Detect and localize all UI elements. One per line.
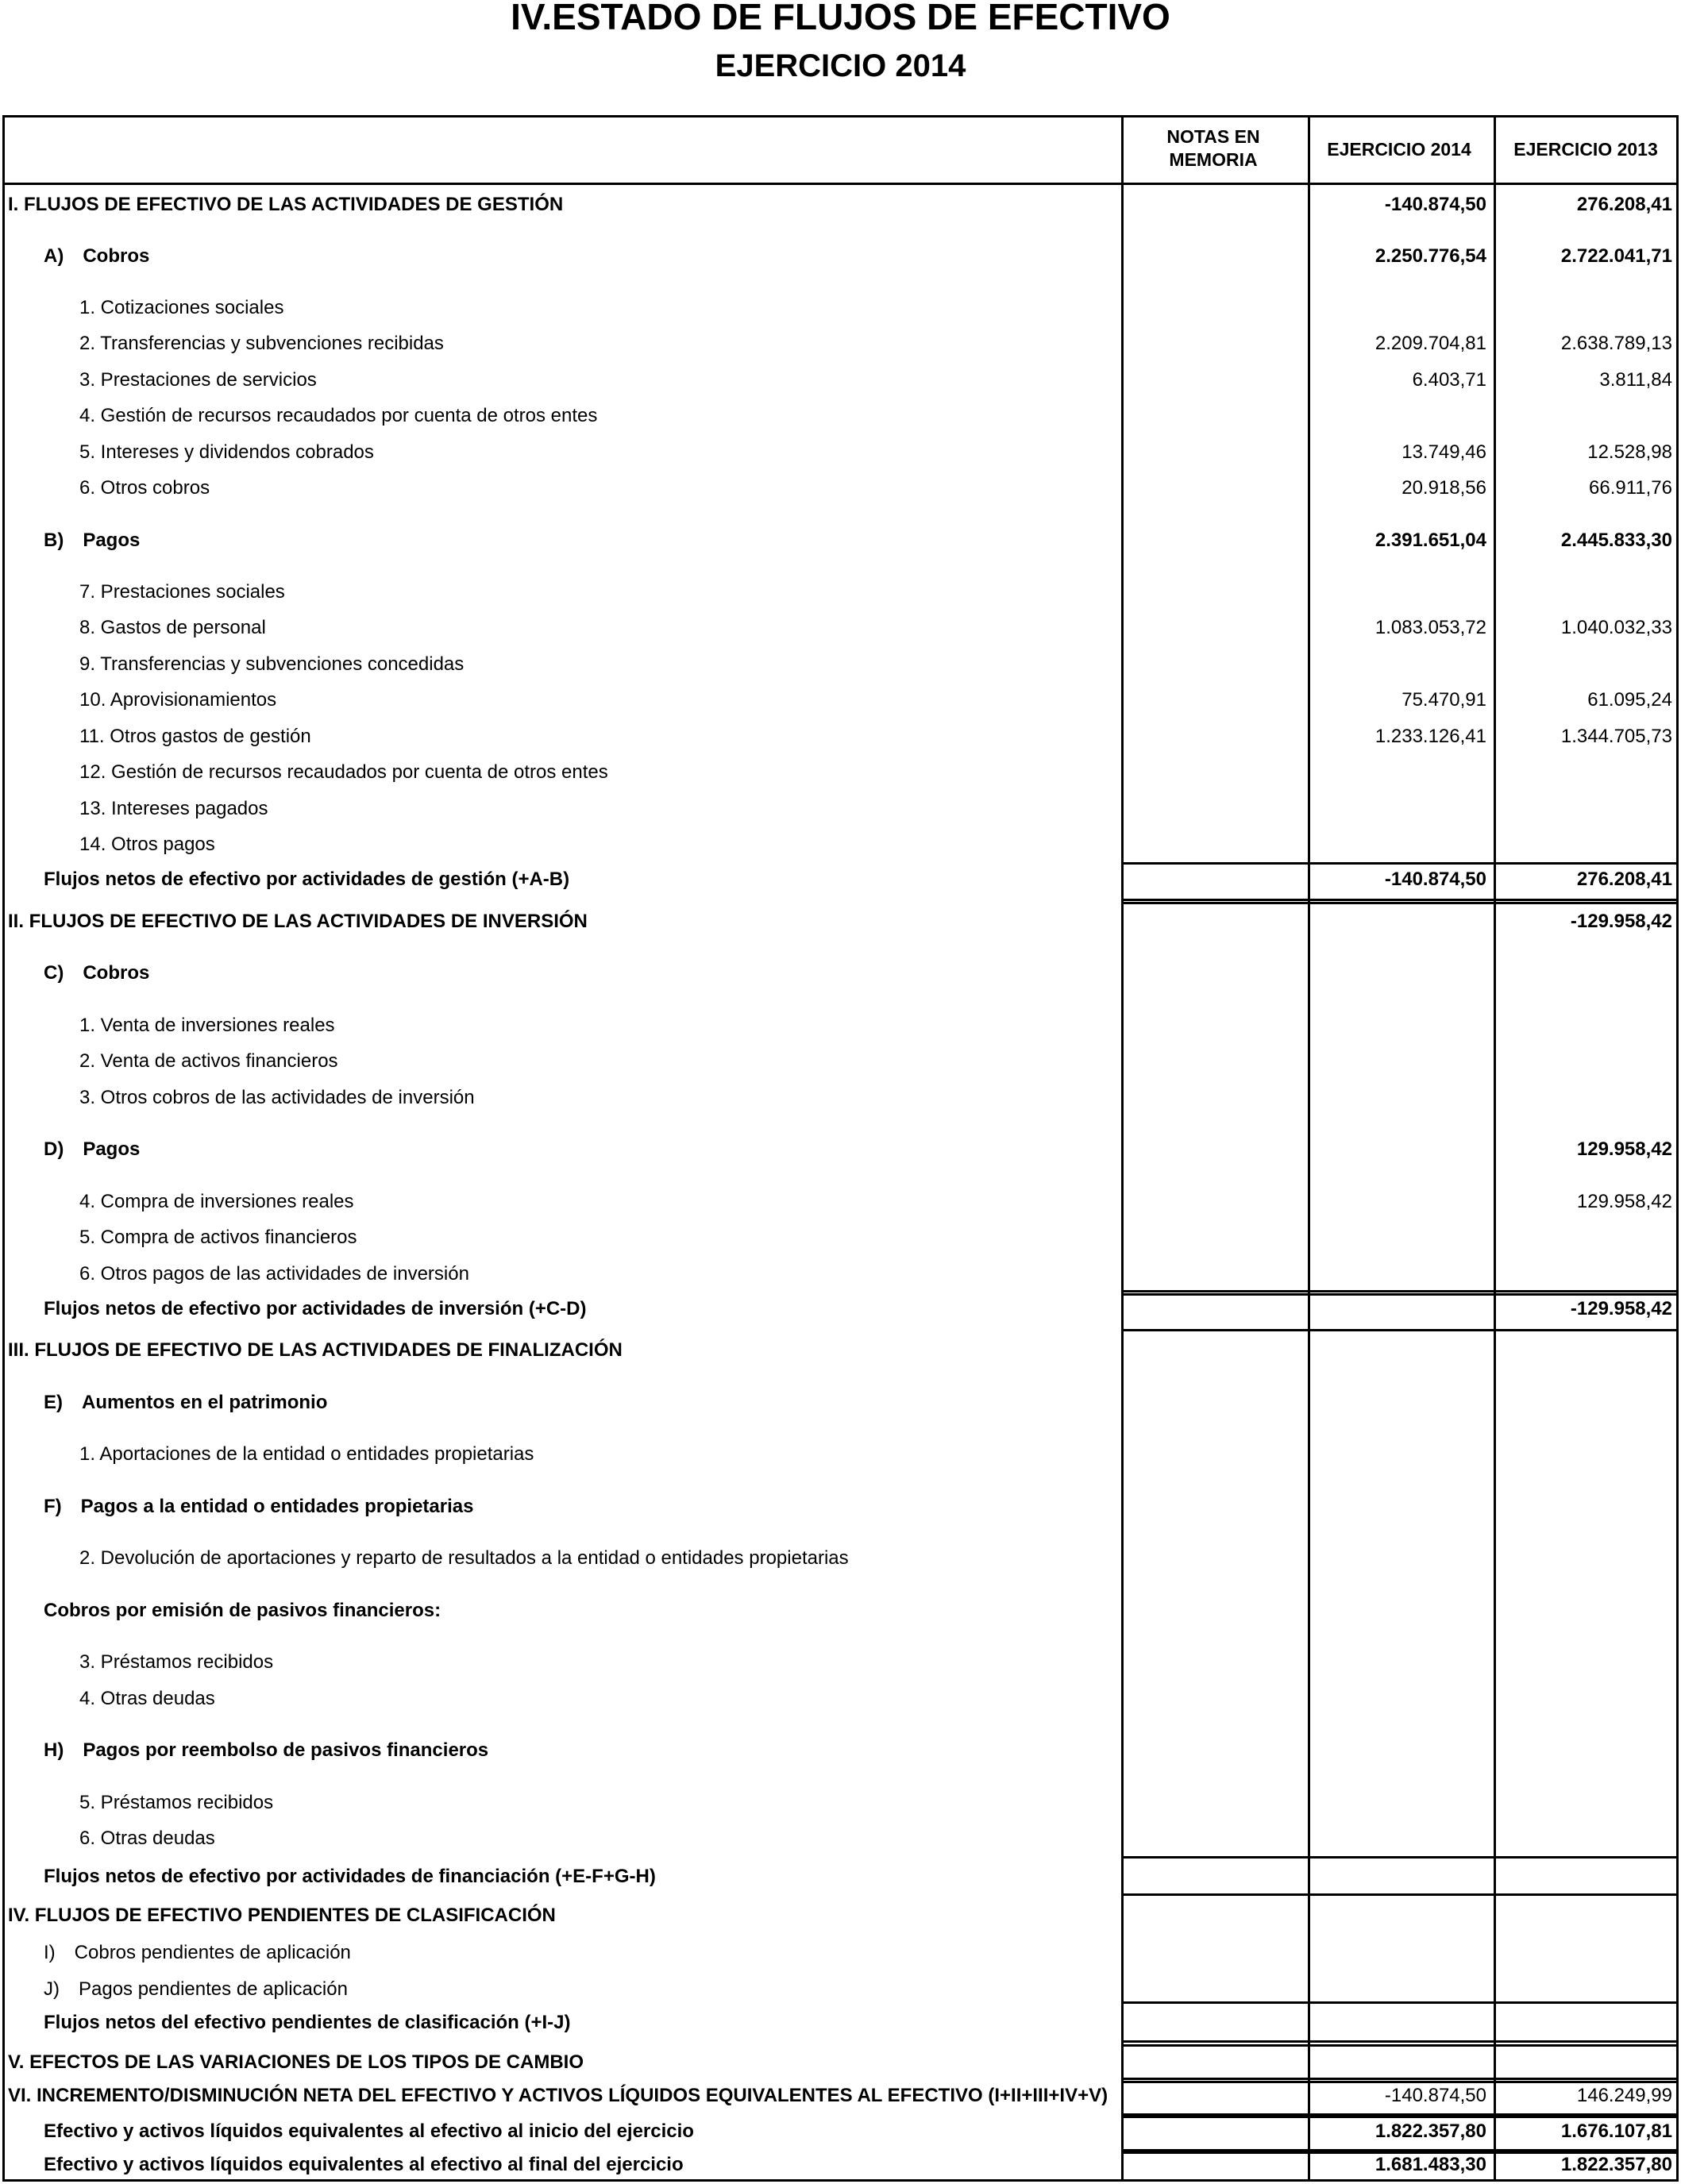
value-2014: 1.233.126,41 — [1374, 726, 1486, 747]
value-2013: 129.958,42 — [1576, 1191, 1672, 1212]
row-rule — [1121, 902, 1676, 904]
row-rule — [1121, 1856, 1676, 1859]
row-rule — [1121, 899, 1676, 901]
row-label: 2. Venta de activos financieros — [79, 1050, 338, 1072]
col-line-notes — [1121, 115, 1124, 2182]
row-label: 3. Prestaciones de servicios — [79, 369, 317, 391]
row-rule — [1121, 2078, 1676, 2080]
row-label: E) Aumentos en el patrimonio — [44, 1392, 328, 1413]
row-label: 5. Compra de activos financieros — [79, 1227, 357, 1248]
value-2013: 1.822.357,80 — [1560, 2154, 1672, 2175]
row-rule — [1121, 2044, 1676, 2047]
row-label: I) Cobros pendientes de aplicación — [44, 1942, 351, 1963]
row-label: VI. INCREMENTO/DISMINUCIÓN NETA DEL EFECTIVO Y ACTIVOS LÍQUIDOS EQUIVALENTES AL EFECTIVO (I+II+III+IV+V) — [8, 2085, 1108, 2106]
row-label: III. FLUJOS DE EFECTIVO DE LAS ACTIVIDADES DE FINALIZACIÓN — [8, 1339, 623, 1361]
row-label: 3. Préstamos recibidos — [79, 1651, 274, 1673]
row-label: 4. Otras deudas — [79, 1688, 215, 1709]
value-2013: 3.811,84 — [1599, 369, 1672, 391]
value-2014: 75.470,91 — [1401, 689, 1486, 711]
row-label: J) Pagos pendientes de aplicación — [44, 1978, 348, 2000]
row-label: Flujos netos de efectivo por actividades de gestión (+A-B) — [44, 869, 570, 890]
value-2013: 146.249,99 — [1576, 2085, 1672, 2106]
value-2013: 129.958,42 — [1576, 1138, 1672, 1160]
value-2014: 2.391.651,04 — [1374, 530, 1486, 551]
value-2013: -129.958,42 — [1570, 911, 1672, 932]
value-2014: 2.209.704,81 — [1374, 333, 1486, 354]
row-label: 10. Aprovisionamientos — [79, 689, 277, 711]
row-label: 3. Otros cobros de las actividades de inversión — [79, 1087, 475, 1108]
row-label: C) Cobros — [44, 962, 150, 984]
row-label: 2. Transferencias y subvenciones recibidas — [79, 333, 444, 354]
row-rule — [1121, 1293, 1676, 1296]
row-label: 7. Prestaciones sociales — [79, 581, 285, 603]
row-rule — [1121, 862, 1676, 865]
value-2013: -129.958,42 — [1570, 1298, 1672, 1319]
row-label: 12. Gestión de recursos recaudados por cuenta de otros entes — [79, 761, 608, 783]
row-label: Flujos netos de efectivo por actividades de inversión (+C-D) — [44, 1298, 587, 1319]
value-2013: 1.040.032,33 — [1560, 617, 1672, 638]
value-2014: 2.250.776,54 — [1374, 245, 1486, 267]
header-separator — [2, 183, 1679, 185]
value-2013: 1.676.107,81 — [1560, 2120, 1672, 2142]
row-label: 1. Venta de inversiones reales — [79, 1015, 335, 1036]
row-label: Efectivo y activos líquidos equivalentes al efectivo al final del ejercicio — [44, 2154, 684, 2175]
value-2013: 276.208,41 — [1576, 869, 1672, 890]
row-label: 13. Intereses pagados — [79, 798, 268, 819]
row-label: H) Pagos por reembolso de pasivos financieros — [44, 1739, 489, 1761]
row-label: 9. Transferencias y subvenciones concedidas — [79, 653, 465, 675]
value-2013: 12.528,98 — [1587, 441, 1672, 463]
value-2014: 1.083.053,72 — [1374, 617, 1486, 638]
row-label: 5. Intereses y dividendos cobrados — [79, 441, 374, 463]
value-2014: 1.822.357,80 — [1374, 2120, 1486, 2142]
value-2014: -140.874,50 — [1384, 2085, 1486, 2106]
row-label: II. FLUJOS DE EFECTIVO DE LAS ACTIVIDADES DE INVERSIÓN — [8, 911, 588, 932]
value-2013: 1.344.705,73 — [1560, 726, 1672, 747]
col-line-2014 — [1308, 115, 1310, 2182]
row-rule — [1121, 2116, 1676, 2118]
header-notes-line1: NOTAS EN — [1166, 126, 1260, 147]
row-label: 14. Otros pagos — [79, 834, 215, 855]
row-label: 6. Otras deudas — [79, 1828, 215, 1849]
row-rule — [1121, 1893, 1676, 1896]
value-2014: 6.403,71 — [1412, 369, 1486, 391]
value-2013: 66.911,76 — [1589, 477, 1672, 499]
row-label: V. EFECTOS DE LAS VARIACIONES DE LOS TIPOS DE CAMBIO — [8, 2051, 584, 2073]
row-label: Cobros por emisión de pasivos financieros: — [44, 1600, 441, 1621]
value-2013: 2.445.833,30 — [1560, 530, 1672, 551]
row-label: 2. Devolución de aportaciones y reparto de resultados a la entidad o entidades propietarias — [79, 1547, 849, 1569]
value-2014: -140.874,50 — [1384, 869, 1486, 890]
row-rule — [1121, 2040, 1676, 2043]
row-label: 1. Aportaciones de la entidad o entidades propietarias — [79, 1443, 534, 1465]
row-label: 4. Gestión de recursos recaudados por cuenta de otros entes — [79, 405, 598, 426]
value-2014: 1.681.483,30 — [1374, 2154, 1486, 2175]
row-label: 8. Gastos de personal — [79, 617, 266, 638]
page-subtitle: EJERCICIO 2014 — [715, 48, 966, 83]
value-2013: 2.638.789,13 — [1560, 333, 1672, 354]
value-2014: -140.874,50 — [1384, 194, 1486, 215]
row-label: F) Pagos a la entidad o entidades propietarias — [44, 1496, 474, 1517]
row-label: 4. Compra de inversiones reales — [79, 1191, 354, 1212]
row-label: 11. Otros gastos de gestión — [79, 726, 311, 747]
row-label: A) Cobros — [44, 245, 150, 267]
value-2013: 276.208,41 — [1576, 194, 1672, 215]
page-title: IV.ESTADO DE FLUJOS DE EFECTIVO — [511, 0, 1170, 37]
row-label: I. FLUJOS DE EFECTIVO DE LAS ACTIVIDADES DE GESTIÓN — [8, 194, 564, 215]
row-rule — [1121, 2001, 1676, 2004]
row-label: Flujos netos del efectivo pendientes de clasificación (+I-J) — [44, 2012, 571, 2033]
row-rule — [1121, 1290, 1676, 1292]
row-label: 6. Otros cobros — [79, 477, 210, 499]
header-notes — [1122, 125, 1305, 171]
row-label: D) Pagos — [44, 1138, 141, 1160]
row-label: B) Pagos — [44, 530, 141, 551]
col-line-2013 — [1494, 115, 1496, 2182]
row-rule — [1121, 1329, 1676, 1331]
row-label: Flujos netos de efectivo por actividades de financiación (+E-F+G-H) — [44, 1866, 656, 1887]
row-label: 1. Cotizaciones sociales — [79, 297, 284, 318]
row-rule — [1121, 2081, 1676, 2083]
row-label: IV. FLUJOS DE EFECTIVO PENDIENTES DE CLASIFICACIÓN — [8, 1905, 556, 1926]
row-label: 6. Otros pagos de las actividades de inversión — [79, 1263, 469, 1285]
row-label: Efectivo y activos líquidos equivalentes al efectivo al inicio del ejercicio — [44, 2120, 694, 2142]
header-notes-line2: MEMORIA — [1169, 149, 1258, 170]
value-2014: 13.749,46 — [1401, 441, 1486, 463]
header-ejercicio-2013: EJERCICIO 2013 — [1513, 139, 1658, 160]
header-ejercicio-2014: EJERCICIO 2014 — [1327, 139, 1471, 160]
value-2014: 20.918,56 — [1401, 477, 1486, 499]
value-2013: 2.722.041,71 — [1560, 245, 1672, 267]
row-label: 5. Préstamos recibidos — [79, 1792, 274, 1813]
value-2013: 61.095,24 — [1587, 689, 1672, 711]
